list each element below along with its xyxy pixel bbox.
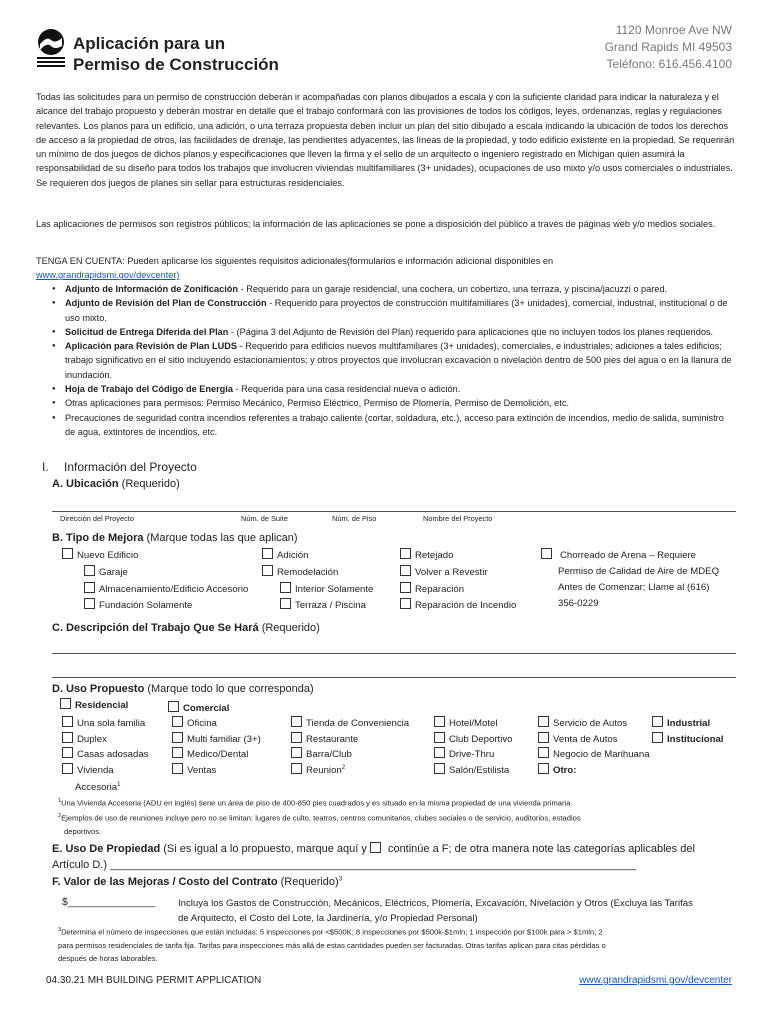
phone-number: Teléfono: 616.456.4100 xyxy=(606,57,732,71)
checkbox[interactable] xyxy=(538,747,549,758)
checkbox[interactable] xyxy=(280,582,291,593)
checkbox-deck-pool[interactable]: Terraza / Piscina xyxy=(280,598,366,611)
checkbox-medical[interactable]: Medico/Dental xyxy=(172,747,248,760)
list-item: ● Otras aplicaciones para permisos: Permiso Mecánico, Permiso Eléctrico, Permiso de Plomería, Permiso de Demolición, etc. xyxy=(36,396,736,410)
footnote-1: $^1$Una Vivienda Accesoria (ADU en inglés) tiene un área de piso de 400-850 pies cuadrados y es situado en la misma propiedad de una vivienda primaria. xyxy=(58,798,573,808)
checkbox-auto-service[interactable]: Servicio de Autos xyxy=(538,716,627,729)
footnote-3: $^3$Determina el número de inspecciones que están incluidas: 5 inspecciones por <$500K; 8 inspecciones por $500k-$1mln; 1 inspección por $100k para > $1mln; 2 para permisos residenciales de tarifa fija. Tarifas para inspecciones más allá de estas cantidades pueden ser facturadas. Otras tarifas aplican para citas pérdidas o después de horas laborables. xyxy=(58,927,606,963)
checkbox-industrial[interactable]: Industrial xyxy=(652,716,710,729)
checkbox[interactable] xyxy=(84,565,95,576)
form-id: 04.30.21 MH BUILDING PERMIT APPLICATION xyxy=(46,975,262,986)
address-line2: Grand Rapids MI 49503 xyxy=(604,40,732,54)
checkbox[interactable] xyxy=(434,747,445,758)
checkbox[interactable] xyxy=(291,732,302,743)
checkbox-drive-thru[interactable]: Drive-Thru xyxy=(434,747,494,760)
checkbox[interactable] xyxy=(172,763,183,774)
checkbox[interactable] xyxy=(84,582,95,593)
checkbox[interactable] xyxy=(400,582,411,593)
checkbox[interactable] xyxy=(168,701,179,712)
checkbox[interactable] xyxy=(652,732,663,743)
list-item: ● Solicitud de Entrega Diferida del Plan - (Página 3 del Adjunto de Revisión del Plan) requerido para aplicaciones que no incluyen todos los planes requeridos. xyxy=(36,325,736,339)
footnote-2: $^2$Ejemplos de uso de reuniones incluye pero no se limitan: lugares de culto, teatros, centros comunitarios, clubes sociales o de servicio, auditorios, estadios deportivos. xyxy=(58,813,581,836)
checkbox[interactable] xyxy=(84,598,95,609)
checkbox-garage[interactable]: Garaje xyxy=(84,565,128,578)
work-description-label: C. Descripción del Trabajo Que Se Hará (Requerido) xyxy=(52,622,320,634)
checkbox-fire-repair[interactable]: Reparación de Incendio xyxy=(400,598,516,611)
checkbox[interactable] xyxy=(62,716,73,727)
checkbox-marijuana[interactable]: Negocio de Marihuana xyxy=(538,747,650,760)
checkbox-duplex[interactable]: Duplex xyxy=(62,732,107,745)
improvement-value-description: Incluya los Gastos de Construcción, Mecánicos, Eléctricos, Plomería, Excavación, Nivelación y Otros (Excluya las Tarifas de Arquitecto, el Costo del Lote, la Jardinería, y/o Propiedad Personal) xyxy=(178,898,693,924)
checkbox-new-building[interactable]: Nuevo Edificio xyxy=(62,548,138,561)
property-use-field[interactable]: Artículo D.) ______________________________________________________________________________________ xyxy=(52,859,637,871)
checkbox[interactable] xyxy=(62,763,73,774)
checkbox-commercial[interactable]: Comercial xyxy=(168,701,229,714)
list-item: ● Adjunto de Información de Zonificación - Requerido para un garaje residencial, una cochera, un cobertizo, una terraza, y piscina/jacuzzi o pared. xyxy=(36,282,736,296)
checkbox-hotel[interactable]: Hotel/Motel xyxy=(434,716,498,729)
improvement-value-label: F. Valor de las Mejoras / Costo del Contrato (Requerido)$^3$ xyxy=(52,876,343,888)
checkbox-storage[interactable]: Almacenamiento/Edificio Accesorio xyxy=(84,582,248,595)
floor-field-label: Núm. de Piso xyxy=(332,514,377,523)
same-as-proposed-checkbox[interactable] xyxy=(370,842,381,853)
checkbox[interactable] xyxy=(172,716,183,727)
intro-paragraph-2: Las aplicaciones de permisos son registros públicos; la información de las aplicaciones se pone a disposición del público a través de páginas web y/o medios sociales. xyxy=(36,219,716,229)
checkbox[interactable] xyxy=(538,716,549,727)
checkbox[interactable] xyxy=(62,548,73,559)
checkbox-remodel[interactable]: Remodelación xyxy=(262,565,338,578)
checkbox[interactable] xyxy=(291,747,302,758)
checkbox[interactable] xyxy=(291,716,302,727)
location-label: A. Ubicación (Requerido) xyxy=(52,478,180,490)
checkbox[interactable] xyxy=(400,548,411,559)
improvement-type-label: B. Tipo de Mejora (Marque todas las que aplican) xyxy=(52,532,298,544)
checkbox-auto-sales[interactable]: Venta de Autos xyxy=(538,732,618,745)
address-field[interactable] xyxy=(52,511,736,512)
checkbox[interactable] xyxy=(172,732,183,743)
checkbox-salon[interactable]: Salón/Estilista xyxy=(434,763,509,776)
checkbox-residential[interactable]: Residencial xyxy=(60,698,128,711)
work-description-field-line2[interactable] xyxy=(52,677,736,678)
devcenter-link[interactable]: www.grandrapidsmi.gov/devcenter) xyxy=(36,270,180,281)
checkbox[interactable] xyxy=(538,732,549,743)
checkbox[interactable] xyxy=(541,548,552,559)
checkbox-bar-club[interactable]: Barra/Club xyxy=(291,747,352,760)
improvement-value-field[interactable]: $_______________ xyxy=(62,896,156,908)
checkbox[interactable] xyxy=(62,732,73,743)
checkbox[interactable] xyxy=(262,565,273,576)
list-item: ● Aplicación para Revisión de Plan LUDS - Requerido para edificios nuevos multifamiliares (3+ unidades), comerciales, e industriales; adiciones a tales edificios; trabajo significativo en el sitio incluyendo estacionamientos; y otros proyectos que involucran excavación o nivelación dentro de 500 pies del agua o en la llanura de inundación. xyxy=(36,339,736,382)
checkbox[interactable] xyxy=(434,763,445,774)
checkbox-repair[interactable]: Reparación xyxy=(400,582,464,595)
section-heading xyxy=(42,460,197,474)
property-use: E. Uso De Propiedad (Si es igual a lo propuesto, marque aquí y continúe a F; de otra manera note las categorías aplicables del Artículo D.) ______________________________________________________________________________________ xyxy=(52,843,695,871)
checkbox-foundation[interactable]: Fundación Solamente xyxy=(84,598,192,611)
checkbox-sales[interactable]: Ventas xyxy=(172,763,216,776)
address-field-label: Dirección del Proyecto xyxy=(60,514,134,523)
page-title-line2: Permiso de Construcción xyxy=(73,55,279,74)
footer-devcenter-link[interactable]: www.grandrapidsmi.gov/devcenter xyxy=(579,975,732,986)
checkbox-sports-club[interactable]: Club Deportivo xyxy=(434,732,512,745)
checkbox[interactable] xyxy=(60,698,71,709)
proposed-use-label: D. Uso Propuesto (Marque todo lo que corresponda) xyxy=(52,683,314,695)
checkbox-restaurant[interactable]: Restaurante xyxy=(291,732,358,745)
list-item: ● Precauciones de seguridad contra incendios referentes a trabajo caliente (cortar, soldadura, etc.), acceso para extinción de incendios, medio de salida, suministro de agua, extintores de incendios, etc. xyxy=(36,411,736,440)
checkbox[interactable] xyxy=(400,598,411,609)
checkbox[interactable] xyxy=(652,716,663,727)
checkbox-interior[interactable]: Interior Solamente xyxy=(280,582,373,595)
checkbox[interactable] xyxy=(291,763,302,774)
work-description-field-line1[interactable] xyxy=(52,653,736,654)
checkbox-convenience-store[interactable]: Tienda de Conveniencia xyxy=(291,716,409,729)
city-logo xyxy=(35,28,67,70)
requirements-list xyxy=(36,282,736,439)
checkbox-assembly[interactable]: Reunion$^2$ xyxy=(291,763,345,776)
intro-paragraph-1: Todas las solicitudes para un permiso de construcción deberán ir acompañadas con planos dibujados a escala y con la suficiente claridad para indicar la naturaleza y el alcance del trabajo propuesto y deberán mostrar en detalle que el trabajo conformará con las provisiones de todos los códigos, leyes, ordenanzas, reglas y regulaciones relevantes. Los planos para un edificio, una adición, o una terraza propuesta deben incluir un plan del sitio dibujado a escala indicando la ubicación de todos los derechos de acceso a la propiedad de otros, las facilidades de drenaje, las pendientes adyacentes, las líneas de la propiedad, y todo edificio existente en la propiedad. Se requerirán un mínimo de dos juegos de dichos planos y especificaciones que lleven la firma y el sello de un arquitecto o ingeniero registrado en Michigan quien asumirá la responsabilidad de su diseño para todos los trabajos que involucren viviendas multifamiliares (3+ unidades), ocupaciones de uso mixto y/o usos comerciales o industriales. Se requieren dos juegos de planes sin sellar para estructuras residenciales. xyxy=(36,92,735,188)
checkbox-institutional[interactable]: Institucional xyxy=(652,732,724,745)
project-name-field-label: Nombre del Proyecto xyxy=(423,514,493,523)
list-item: ● Adjunto de Revisión del Plan de Construcción - Requerido para proyectos de construcción multifamiliares (3+ unidades), comercial, industrial, institucional o de uso mixto. xyxy=(36,296,736,325)
checkbox[interactable] xyxy=(280,598,291,609)
notice xyxy=(36,254,756,283)
checkbox-sandblast[interactable]: Chorreado de Arena – Requiere Permiso de Calidad de Aire de MDEQ Antes de Comenzar; Llame al (616) 356-0229 xyxy=(541,548,719,612)
checkbox[interactable] xyxy=(62,747,73,758)
page-title-line1: Aplicación para un xyxy=(73,34,226,53)
checkbox-other[interactable]: Otro: xyxy=(538,763,576,776)
city-logo-icon xyxy=(35,28,67,70)
list-item: ● Hoja de Trabajo del Código de Energía - Requerida para una casa residencial nueva o adición. xyxy=(36,382,736,396)
checkbox-reside[interactable]: Volver a Revestir xyxy=(400,565,488,578)
checkbox-single-family[interactable]: Una sola familia xyxy=(62,716,145,729)
section-title: Información del Proyecto xyxy=(64,460,197,474)
checkbox-reroof[interactable]: Retejado xyxy=(400,548,453,561)
checkbox[interactable] xyxy=(262,548,273,559)
checkbox-multifamily[interactable]: Multi familiar (3+) xyxy=(172,732,261,745)
checkbox-accessory-dwelling[interactable]: Vivienda Accesoria$^1$ xyxy=(62,763,120,795)
address-line1: 1120 Monroe Ave NW xyxy=(615,23,732,37)
checkbox[interactable] xyxy=(538,763,549,774)
checkbox[interactable] xyxy=(434,716,445,727)
checkbox-townhouses[interactable]: Casas adosadas xyxy=(62,747,148,760)
suite-field-label: Núm. de Suite xyxy=(241,514,288,523)
checkbox-office[interactable]: Oficina xyxy=(172,716,217,729)
section-numeral: I. xyxy=(42,460,49,474)
checkbox[interactable] xyxy=(434,732,445,743)
checkbox[interactable] xyxy=(172,747,183,758)
notice-text: TENGA EN CUENTA: Pueden aplicarse los siguientes requisitos adicionales(formularios e información adicional disponibles en xyxy=(36,256,554,266)
checkbox-addition[interactable]: Adición xyxy=(262,548,308,561)
checkbox[interactable] xyxy=(400,565,411,576)
address-block xyxy=(605,22,732,73)
